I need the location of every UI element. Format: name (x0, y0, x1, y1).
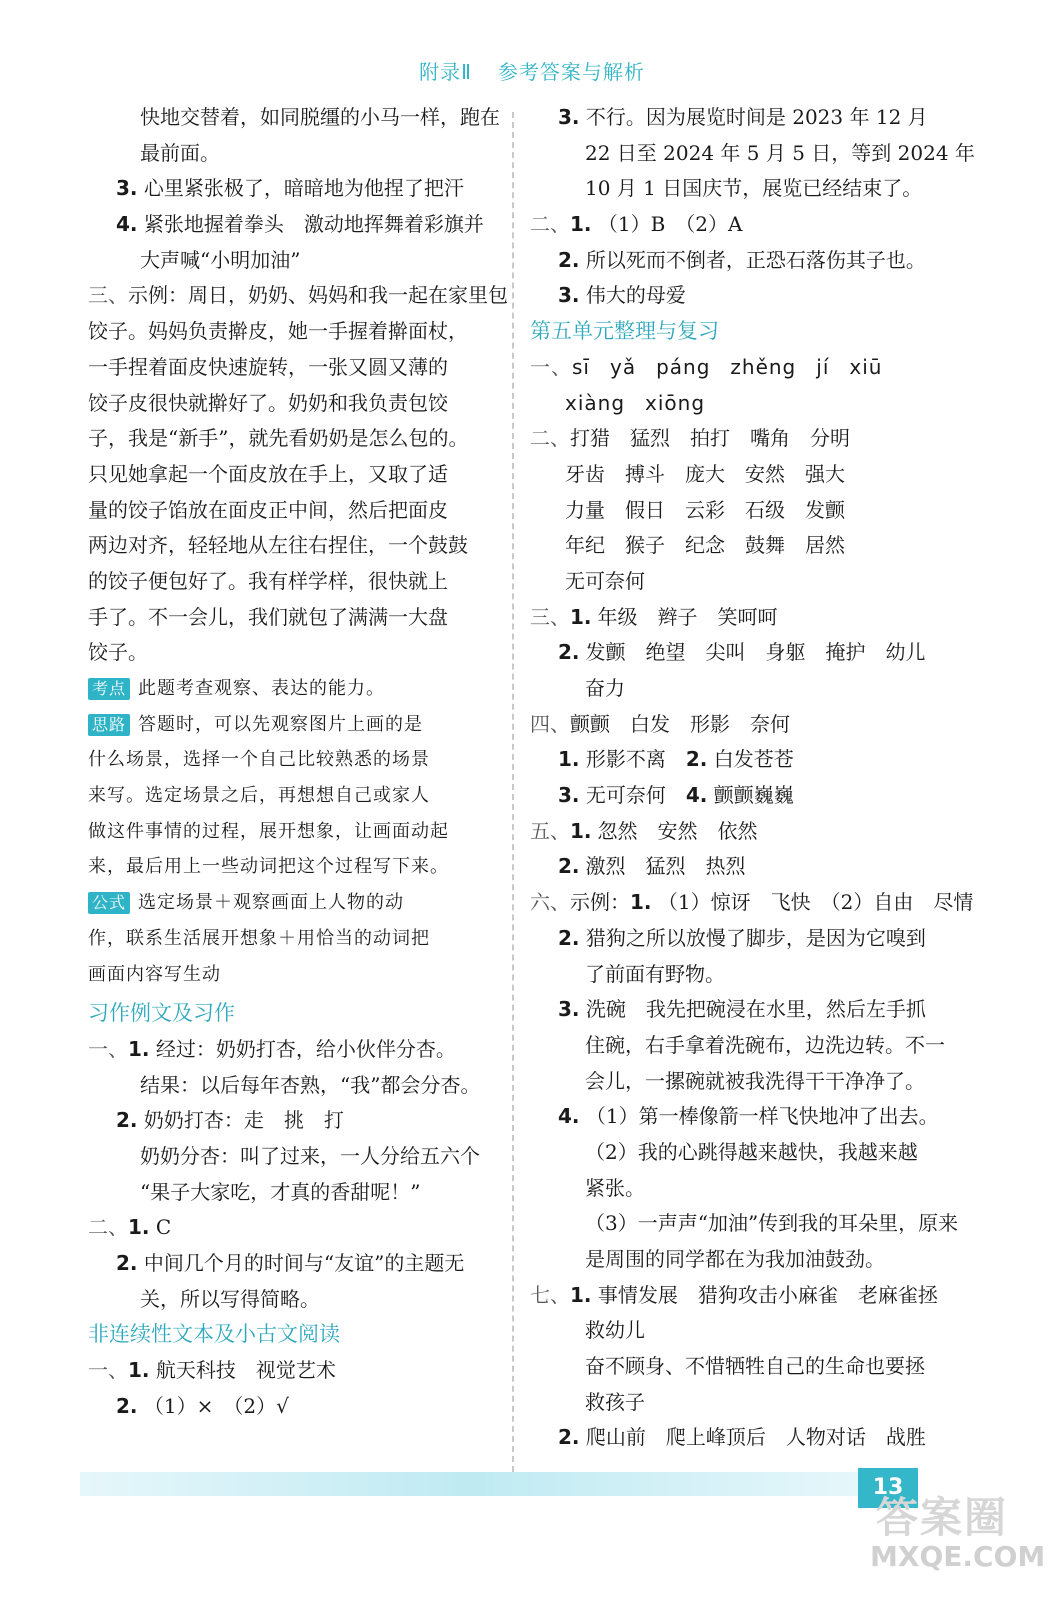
word: 猛烈 (645, 854, 686, 879)
answer-item (88, 1210, 498, 1246)
item-number: 4. (116, 212, 138, 237)
text-line: 紧张。 (585, 1175, 645, 1200)
text-line: 奶奶分杏：叫了过来，一人分给五六个 (140, 1143, 480, 1168)
text-line: 22 日至 2024 年 5 月 5 日，等到 2024 年 (585, 140, 975, 165)
text-line: 大声喊“小明加油” (140, 247, 301, 272)
text-line: 的饺子便包好了。我有样学样，很快就上 (88, 568, 448, 593)
note-text: 来写。选定场景之后，再想想自己或家人 (88, 785, 430, 807)
text-line: 关，所以写得简略。 (140, 1286, 320, 1311)
pinyin: jí (816, 354, 830, 379)
item-number: 2. (558, 1425, 580, 1450)
answer-text: 经过：奶奶打杏，给小伙伴分杏。 (155, 1036, 456, 1061)
answer-text: 洗碗 我先把碗浸在水里，然后左手抓 (585, 997, 926, 1022)
word: 年级 (597, 604, 638, 629)
item-number: 1. (128, 1036, 150, 1061)
text-line: 住碗，右手拿着洗碗布，边洗边转。不一 (585, 1032, 945, 1057)
answer-item (88, 1353, 498, 1389)
answer-item (88, 207, 498, 243)
answer-text: 紧张地握着拳头 激动地挥舞着彩旗并 (143, 212, 484, 237)
item-number: 1. (128, 1215, 150, 1240)
header-title: 参考答案与解析 (497, 60, 645, 84)
word: 发颤 (805, 497, 845, 522)
page-header (0, 56, 1064, 85)
word: 辫子 (657, 604, 698, 629)
section-marker: 二、 (88, 1215, 128, 1240)
item-number: 4. (685, 783, 708, 808)
item-number: 3. (558, 997, 580, 1022)
text-line: 饺子。 (88, 640, 148, 665)
text-line: 救孩子 (585, 1389, 645, 1414)
text-line: 最前面。 (140, 140, 220, 165)
answer-item (530, 742, 950, 778)
section-marker: 六、 (530, 890, 570, 915)
appendix-label: 附录Ⅱ (419, 60, 472, 84)
text-line: 只见她拿起一个面皮放在手上，又取了适 (88, 461, 448, 486)
word: 猴子 (625, 533, 665, 558)
pinyin-row (530, 350, 950, 386)
answer-text: 事情发展 猎狗攻击小麻雀 老麻雀拯 (597, 1282, 938, 1307)
word: 庞大 (685, 461, 725, 486)
section-title: 非连续性文本及小古文阅读 (88, 1322, 340, 1347)
text-line: 饺子。妈妈负责擀皮，她一手握着擀面杖， (88, 319, 468, 344)
watermark-url: MXQE.COM (870, 1540, 1046, 1573)
section-marker: 三、 (530, 604, 570, 629)
note-text: 选定场景＋观察画面上人物的动 (138, 892, 405, 914)
text-line: 奋力 (585, 676, 625, 700)
answer-text: 示例： (570, 890, 630, 915)
answer-text: 心里紧张极了，暗暗地为他捏了把汗 (143, 176, 464, 201)
text-line: “果子大家吃，才真的香甜呢！” (140, 1179, 421, 1204)
item-number: 3. (558, 283, 580, 308)
item-number: 2. (558, 854, 580, 879)
answer-item (530, 992, 950, 1028)
answer-text: 白发苍苍 (713, 747, 794, 772)
word: 激烈 (585, 854, 626, 879)
pinyin: xiàng (565, 390, 626, 415)
word: 牙齿 (565, 461, 605, 486)
word: 依然 (717, 818, 758, 843)
answer-item (88, 1246, 498, 1282)
watermark-logo: 答案圈 (876, 1493, 1009, 1542)
note-text: 画面内容写生动 (88, 963, 221, 985)
column-divider (512, 112, 514, 1472)
text-line: 奋不顾身、不惜牺牲自己的生命也要拯 (585, 1354, 925, 1379)
note-text: 做这件事情的过程，展开想象，让画面动起 (88, 820, 449, 842)
word-row (530, 421, 950, 457)
word: 发颤 (585, 640, 626, 665)
answer-text: （1）惊讶 飞快 （2）自由 尽情 (657, 890, 974, 915)
answer-text: （1）第一棒像箭一样飞快地冲了出去。 (585, 1104, 939, 1129)
item-number: 2. (685, 747, 708, 772)
section-title: 第五单元整理与复习 (530, 319, 719, 344)
item-number: 2. (558, 247, 580, 272)
page-number: 13 (858, 1468, 918, 1508)
word: 力量 (565, 497, 605, 522)
word-row (530, 493, 950, 529)
text-line: 是周围的同学都在为我加油鼓劲。 (585, 1247, 885, 1271)
word: 嘴角 (750, 426, 790, 451)
tag-silu: 思路 (88, 714, 130, 736)
word-row (530, 457, 950, 493)
note-text: 此题考查观察、表达的能力。 (138, 678, 386, 699)
answer-text: （1）B （2）A (597, 212, 743, 237)
word: 假日 (625, 497, 665, 522)
pinyin: páng (656, 354, 711, 379)
answer-item (530, 1420, 950, 1456)
item-number: 3. (558, 783, 580, 808)
section-title: 习作例文及习作 (88, 1001, 235, 1026)
pinyin: zhěng (730, 354, 797, 379)
answer-text: 无可奈何 (585, 783, 666, 808)
footer-bar (80, 1472, 860, 1496)
section-marker: 四、 (530, 711, 570, 736)
answer-item (530, 207, 950, 243)
text-line: 子，我是“新手”，就先看奶奶是怎么包的。 (88, 426, 469, 451)
word: 鼓舞 (745, 533, 785, 558)
item-number: 1. (570, 604, 592, 629)
word: 忽然 (597, 818, 638, 843)
note-text: 答题时，可以先观察图片上画的是 (138, 713, 424, 735)
section-marker: 五、 (530, 818, 570, 843)
answer-text: 爬山前 爬上峰顶后 人物对话 战胜 (585, 1425, 926, 1450)
answer-item (530, 814, 950, 850)
text-line: 了前面有野物。 (585, 961, 725, 986)
word: 白发 (630, 711, 670, 736)
item-number: 2. (558, 925, 580, 950)
answer-text: 航天科技 视觉艺术 (155, 1358, 336, 1383)
analysis-note (88, 707, 498, 743)
text-line: 一手捏着面皮快速旋转，一张又圆又薄的 (88, 354, 448, 379)
tag-gongshi: 公式 (88, 892, 130, 914)
text-line: 量的饺子馅放在面皮正中间，然后把面皮 (88, 497, 448, 522)
answer-text: 所以死而不倒者，正恐石落伤其子也。 (585, 247, 926, 272)
section-marker: 二、 (530, 426, 570, 451)
pinyin: yǎ (609, 354, 637, 379)
word: 石级 (745, 497, 785, 522)
right-column (530, 100, 975, 1456)
analysis-note (88, 671, 498, 707)
word: 奈何 (750, 711, 790, 736)
answer-item (530, 885, 974, 921)
section-marker: 一、 (530, 354, 572, 379)
item-number: 2. (116, 1251, 138, 1275)
answer-item (530, 778, 950, 814)
item-number: 1. (630, 890, 652, 915)
item-number: 1. (570, 818, 592, 843)
answer-item (88, 1389, 498, 1425)
word: 拍打 (690, 426, 730, 451)
item-number: 3. (116, 176, 138, 201)
word: 纪念 (685, 533, 725, 558)
answer-text: （1）× （2）√ (143, 1393, 289, 1418)
answer-text: 颤颤巍巍 (713, 783, 794, 808)
pinyin: xiū (849, 354, 883, 379)
word: 颤颤 (570, 711, 610, 736)
text-line: 无可奈何 (565, 568, 645, 593)
answer-item (530, 849, 950, 885)
text-line: 救幼儿 (585, 1318, 645, 1343)
word: 搏斗 (625, 461, 665, 486)
answer-item (530, 921, 950, 957)
answer-item (530, 635, 950, 671)
answer-item (88, 171, 498, 207)
text-line: 结果：以后每年杏熟，“我”都会分杏。 (140, 1072, 481, 1097)
word: 热烈 (705, 854, 746, 879)
answer-text: C (155, 1215, 172, 1240)
text-line: 手了。不一会儿，我们就包了满满一大盘 (88, 604, 448, 629)
word: 形影 (690, 711, 730, 736)
answer-item (530, 1278, 950, 1314)
text-line: 饺子皮很快就擀好了。奶奶和我负责包饺 (88, 390, 448, 415)
item-number: 4. (558, 1104, 580, 1129)
note-text: 作，联系生活展开想象＋用恰当的动词把 (88, 927, 430, 949)
word: 强大 (805, 461, 845, 486)
answer-item (530, 278, 950, 314)
answer-item (530, 600, 950, 636)
item-number: 1. (570, 1282, 592, 1307)
answer-item (530, 1099, 950, 1135)
word: 安然 (657, 818, 698, 843)
text-line: （3）一声声“加油”传到我的耳朵里，原来 (585, 1211, 959, 1236)
text-line: 两边对齐，轻轻地从左往右捏住，一个鼓鼓 (88, 533, 468, 558)
word: 掩护 (825, 640, 866, 665)
answer-text: 中间几个月的时间与“友谊”的主题无 (143, 1251, 465, 1275)
word: 分明 (810, 426, 850, 451)
word-row (530, 528, 950, 564)
section-marker: 一、 (88, 1358, 128, 1383)
section-marker: 七、 (530, 1282, 570, 1307)
left-column (88, 100, 508, 1424)
answer-item (530, 243, 950, 279)
answer-text: 示例：周日，奶奶、妈妈和我一起在家里包 (128, 283, 508, 308)
word: 猛烈 (630, 426, 670, 451)
section-marker: 一、 (88, 1036, 128, 1061)
answer-item (88, 1103, 498, 1139)
item-number: 2. (558, 640, 580, 665)
section-marker: 三、 (88, 283, 128, 308)
answer-text: 形影不离 (585, 747, 666, 772)
answer-text: 奶奶打杏：走 挑 打 (143, 1108, 344, 1133)
item-number: 2. (116, 1108, 138, 1133)
analysis-note (88, 885, 498, 921)
note-text: 来，最后用上一些动词把这个过程写下来。 (88, 856, 449, 878)
word: 居然 (805, 533, 845, 558)
pinyin: xiōng (645, 390, 706, 415)
section-marker: 二、 (530, 212, 570, 237)
item-number: 1. (570, 212, 592, 237)
answer-text: 猎狗之所以放慢了脚步，是因为它嗅到 (585, 925, 926, 950)
text-line: 会儿，一摞碗就被我洗得干干净净了。 (585, 1068, 925, 1093)
word: 云彩 (685, 497, 725, 522)
item-number: 3. (558, 105, 580, 129)
answer-text: 伟大的母爱 (585, 283, 686, 308)
text-line: 10 月 1 日国庆节，展览已经结束了。 (585, 176, 923, 201)
word: 幼儿 (885, 640, 926, 665)
word: 尖叫 (705, 640, 746, 665)
tag-kaodian: 考点 (88, 678, 130, 700)
pinyin-row (530, 386, 950, 422)
word: 年纪 (565, 533, 605, 558)
word: 绝望 (645, 640, 686, 665)
text-line: 快地交替着，如同脱缰的小马一样，跑在 (140, 105, 500, 129)
answer-item (530, 100, 950, 136)
text-line: （2）我的心跳得越来越快，我越来越 (585, 1139, 918, 1164)
word: 笑呵呵 (717, 604, 778, 629)
word: 安然 (745, 461, 785, 486)
item-number: 2. (116, 1393, 138, 1418)
pinyin: sī (572, 354, 590, 379)
answer-text: 不行。因为展览时间是 2023 年 12 月 (585, 105, 928, 129)
word: 身躯 (765, 640, 806, 665)
item-number: 1. (128, 1358, 150, 1383)
note-text: 什么场景，选择一个自己比较熟悉的场景 (88, 749, 430, 771)
answer-item (88, 1032, 498, 1068)
word-row (530, 707, 950, 743)
word: 打猎 (570, 426, 610, 451)
answer-item (88, 278, 508, 314)
item-number: 1. (558, 747, 580, 772)
